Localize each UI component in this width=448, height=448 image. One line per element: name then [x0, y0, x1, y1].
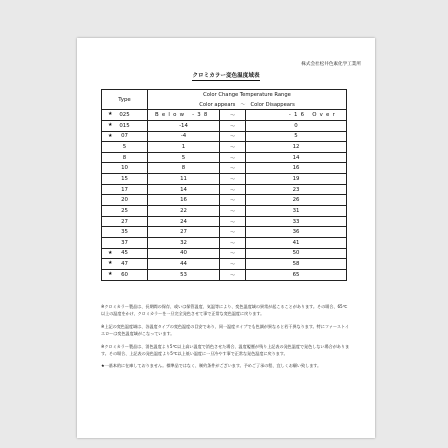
type-value: 8: [122, 154, 127, 161]
document-page: [77, 38, 375, 438]
disappears-cell: 19: [246, 174, 347, 185]
type-cell: [102, 195, 148, 206]
table-row: [102, 259, 347, 270]
appears-cell: 40: [148, 248, 220, 259]
appears-cell: 11: [148, 174, 220, 185]
appears-cell: 22: [148, 206, 220, 217]
note-1: ※クロミカラー製品は、長期間の保存、或いは保管温度、気温等により、変色温度域の異常が起こることがあります。その場合、65℃以上の温度をかけ、クロミカラーを一旦完全発色させて事で正常な変色温度に戻ります。: [101, 304, 348, 316]
star-marker: ★: [108, 121, 113, 128]
disappears-cell: 50: [246, 248, 347, 259]
appears-cell: 1: [148, 142, 220, 153]
disappears-cell: 33: [246, 216, 347, 227]
type-value: 07: [121, 133, 128, 140]
tilde-cell: ～: [220, 110, 246, 121]
page-title: [77, 71, 375, 79]
type-cell: [102, 110, 148, 121]
type-cell: [102, 142, 148, 153]
type-cell: [102, 174, 148, 185]
tilde-cell: ～: [220, 131, 246, 142]
table-row: [102, 227, 347, 238]
disappears-cell: 26: [246, 195, 347, 206]
table-row: [102, 248, 347, 259]
note-2: ※上記の変色温度域は、各温度タイプの変色温度の目安であり、同一温度タイプでも色調が異なると若干異なります。特にファーストイエローは変色温度域がこなっています。: [101, 323, 349, 336]
subheader: [148, 100, 347, 110]
appears-cell: 8: [148, 163, 220, 174]
tilde-cell: ～: [220, 269, 246, 280]
star-marker: ★: [108, 111, 113, 118]
tilde-cell: ～: [220, 195, 246, 206]
type-cell: [102, 163, 148, 174]
table-row: [102, 152, 347, 163]
tilde-cell: ～: [220, 259, 246, 270]
type-cell: [102, 184, 148, 195]
table-row: [102, 110, 347, 121]
disappears-cell: 58: [246, 259, 347, 270]
table-row: [102, 184, 347, 195]
appears-cell: -14: [148, 120, 220, 131]
table-row: [102, 131, 347, 142]
appears-cell: 5: [148, 152, 220, 163]
tilde-cell: ～: [220, 248, 246, 259]
type-value: 47: [121, 261, 128, 268]
tilde-cell: ～: [220, 216, 246, 227]
tilde-cell: ～: [220, 152, 246, 163]
type-cell: [102, 131, 148, 142]
type-value: 015: [119, 122, 130, 129]
type-cell: [102, 248, 148, 259]
star-marker: ★: [108, 132, 113, 139]
type-value: 60: [121, 271, 128, 278]
appears-cell: 44: [148, 259, 220, 270]
appears-cell: Below -38: [148, 110, 220, 121]
appears-cell: 53: [148, 269, 220, 280]
title-text: クロミカラー変色温度域表: [192, 73, 260, 79]
tilde-cell: ～: [220, 174, 246, 185]
type-cell: [102, 216, 148, 227]
table-row: [102, 269, 347, 280]
note-3: ※クロミカラー製品は、消色温度より5℃以上高い温度で消色させた場合、温度履歴が残り上記表の発色温度で発色しない場合があります。その場合、上記表の発色温度より5℃以上低い温度に一旦冷やす事で正常な発色温度に戻ります。: [101, 343, 350, 356]
disappears-header: Color Disappears: [250, 101, 295, 108]
disappears-cell: 36: [246, 227, 347, 238]
appears-cell: 14: [148, 184, 220, 195]
type-value: 37: [121, 239, 128, 246]
table-row: [102, 195, 347, 206]
type-value: 35: [121, 229, 128, 236]
disappears-cell: 41: [246, 237, 347, 248]
type-value: 15: [121, 175, 128, 182]
appears-header: Color appears: [199, 101, 236, 108]
disappears-cell: 65: [246, 269, 347, 280]
disappears-cell: 23: [246, 184, 347, 195]
type-value: 5: [122, 144, 127, 151]
table-row: [102, 206, 347, 217]
tilde-cell: ～: [220, 142, 246, 153]
table-row: [102, 216, 347, 227]
type-cell: [102, 237, 148, 248]
type-value: 20: [121, 197, 128, 204]
disappears-cell: 5: [246, 131, 347, 142]
type-value: 17: [121, 186, 128, 193]
notes-section: [101, 304, 351, 376]
note-4: ★一基本的に在庫しておりません。標準品ではなく、制約条件がございます。予めご了承の程、宜しくお願い致します。: [101, 363, 322, 369]
star-marker: ★: [108, 260, 113, 267]
star-marker: ★: [108, 249, 113, 256]
range-header: Color Change Temperature Range: [148, 90, 347, 100]
type-value: 10: [121, 165, 128, 172]
type-cell: [102, 227, 148, 238]
type-cell: [102, 206, 148, 217]
type-header: Type: [102, 90, 148, 110]
appears-cell: 24: [148, 216, 220, 227]
tilde-cell: ～: [220, 163, 246, 174]
type-cell: [102, 120, 148, 131]
disappears-cell: -16 Over: [246, 110, 347, 121]
table-row: [102, 174, 347, 185]
table-row: [102, 163, 347, 174]
appears-cell: 16: [148, 195, 220, 206]
company-name: 株式会社松井色素化学工業所: [301, 62, 361, 67]
tilde-header: ～: [240, 101, 246, 108]
disappears-cell: 14: [246, 152, 347, 163]
temperature-table: [101, 89, 347, 281]
type-cell: [102, 269, 148, 280]
disappears-cell: 31: [246, 206, 347, 217]
tilde-cell: ～: [220, 206, 246, 217]
appears-cell: 27: [148, 227, 220, 238]
type-value: 25: [121, 207, 128, 214]
disappears-cell: 0: [246, 120, 347, 131]
tilde-cell: ～: [220, 237, 246, 248]
table-body: [102, 110, 347, 280]
table-row: [102, 142, 347, 153]
table-row: [102, 120, 347, 131]
type-value: 27: [121, 218, 128, 225]
tilde-cell: ～: [220, 184, 246, 195]
tilde-cell: ～: [220, 227, 246, 238]
type-cell: [102, 152, 148, 163]
type-value: 45: [121, 250, 128, 257]
tilde-cell: ～: [220, 120, 246, 131]
appears-cell: -4: [148, 131, 220, 142]
star-marker: ★: [108, 270, 113, 277]
appears-cell: 32: [148, 237, 220, 248]
table-row: [102, 237, 347, 248]
disappears-cell: 12: [246, 142, 347, 153]
type-value: 025: [119, 112, 130, 119]
disappears-cell: 16: [246, 163, 347, 174]
type-cell: [102, 259, 148, 270]
